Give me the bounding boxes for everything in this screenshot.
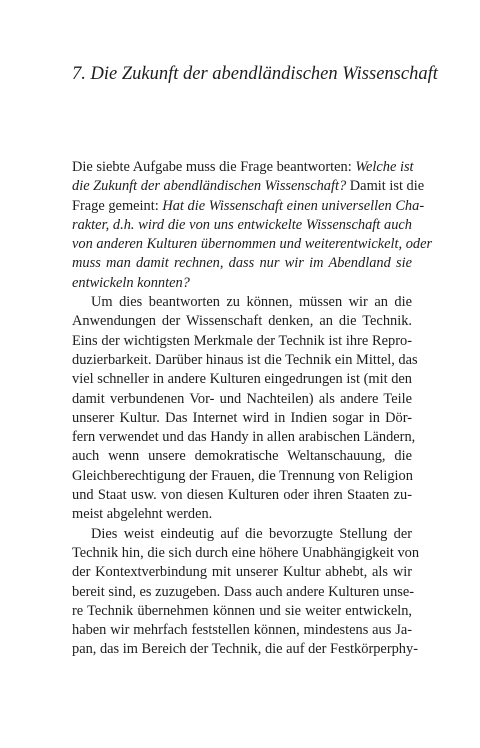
- text-segment: bereit sind, es zuzugeben. Dass auch andere Kulturen unse-: [72, 583, 415, 600]
- text-line: [72, 216, 412, 235]
- text-segment: haben wir mehrfach feststellen können, mindestens aus Ja-: [72, 622, 412, 639]
- text-line: [72, 235, 433, 254]
- text-line: [72, 544, 420, 563]
- text-line: [72, 390, 412, 409]
- text-segment: Dies weist eindeutig auf die bevorzugte Stellung der: [91, 525, 412, 542]
- italic-text: die Zukunft der abendländischen Wissenschaft?: [72, 178, 347, 195]
- body-text: [72, 158, 433, 660]
- italic-text: von anderen Kulturen übernommen und weiterentwickelt, oder: [72, 236, 433, 253]
- text-line: [72, 409, 412, 428]
- text-segment: Frage gemeint:: [72, 197, 163, 214]
- text-line: [72, 447, 412, 466]
- text-segment: Anwendungen der Wissenschaft denken, an die Technik.: [72, 313, 412, 330]
- text-line: [72, 640, 418, 659]
- text-segment: fern verwendet und das Handy in allen arabischen Ländern,: [72, 429, 416, 446]
- text-line: [72, 505, 412, 524]
- text-line: [72, 602, 412, 621]
- text-segment: Gleichberechtigung der Frauen, die Trennung von Religion: [72, 467, 413, 484]
- text-line: [72, 332, 412, 351]
- text-line: [72, 254, 412, 273]
- chapter-heading: 7. Die Zukunft der abendländischen Wissenschaft: [72, 64, 438, 84]
- text-line: [72, 583, 415, 602]
- text-line: [72, 621, 412, 640]
- italic-text: rakter, d.h. wird die von uns entwickelte Wissenschaft auch: [72, 216, 412, 233]
- italic-text: Welche ist: [355, 159, 414, 175]
- italic-text: entwickeln konnten?: [72, 274, 190, 291]
- text-line: [72, 177, 425, 196]
- text-segment: der Kontextverbindung mit unserer Kultur abhebt, als wir: [72, 564, 412, 581]
- text-line: [72, 525, 412, 544]
- text-line: [72, 351, 418, 370]
- text-line: [72, 486, 412, 505]
- text-line: [72, 467, 412, 486]
- text-segment: Um dies beantworten zu können, müssen wir an die: [91, 294, 412, 311]
- text-line: [72, 274, 412, 293]
- text-segment: Technik hin, die sich durch eine höhere Unabhängigkeit von: [72, 544, 420, 561]
- text-segment: duzierbarkeit. Darüber hinaus ist die Technik ein Mittel, das: [72, 351, 418, 368]
- text-segment: Damit ist die: [346, 178, 425, 195]
- text-line: [72, 197, 425, 216]
- italic-text: muss man damit rechnen, dass nur wir im Abendland sie: [72, 255, 412, 272]
- text-line: [72, 428, 416, 447]
- text-segment: damit verbundenen Vor- und Nachteilen) als andere Teile: [72, 390, 412, 407]
- text-line: [72, 370, 412, 389]
- text-segment: meist abgelehnt werden.: [72, 506, 213, 523]
- text-segment: auch wenn unsere demokratische Weltanschauung, die: [72, 448, 412, 465]
- text-line: [72, 293, 412, 312]
- text-line: [72, 312, 412, 331]
- text-segment: viel schneller in andere Kulturen eingedrungen ist (mit den: [72, 371, 412, 388]
- text-segment: Eins der wichtigsten Merkmale der Technik ist ihre Repro-: [72, 332, 412, 349]
- text-line: [72, 158, 412, 177]
- text-segment: pan, das im Bereich der Technik, die auf der Festkörperphy-: [72, 641, 418, 658]
- text-segment: und Staat usw. von diesen Kulturen oder ihren Staaten zu-: [72, 487, 412, 504]
- text-segment: unserer Kultur. Das Internet wird in Indien sogar in Dör-: [72, 409, 412, 426]
- italic-text: Hat die Wissenschaft einen universellen Cha-: [162, 197, 425, 214]
- text-segment: re Technik übernehmen können und sie weiter entwickeln,: [72, 602, 412, 619]
- text-segment: Die siebte Aufgabe muss die Frage beantworten:: [72, 159, 356, 175]
- text-line: [72, 563, 412, 582]
